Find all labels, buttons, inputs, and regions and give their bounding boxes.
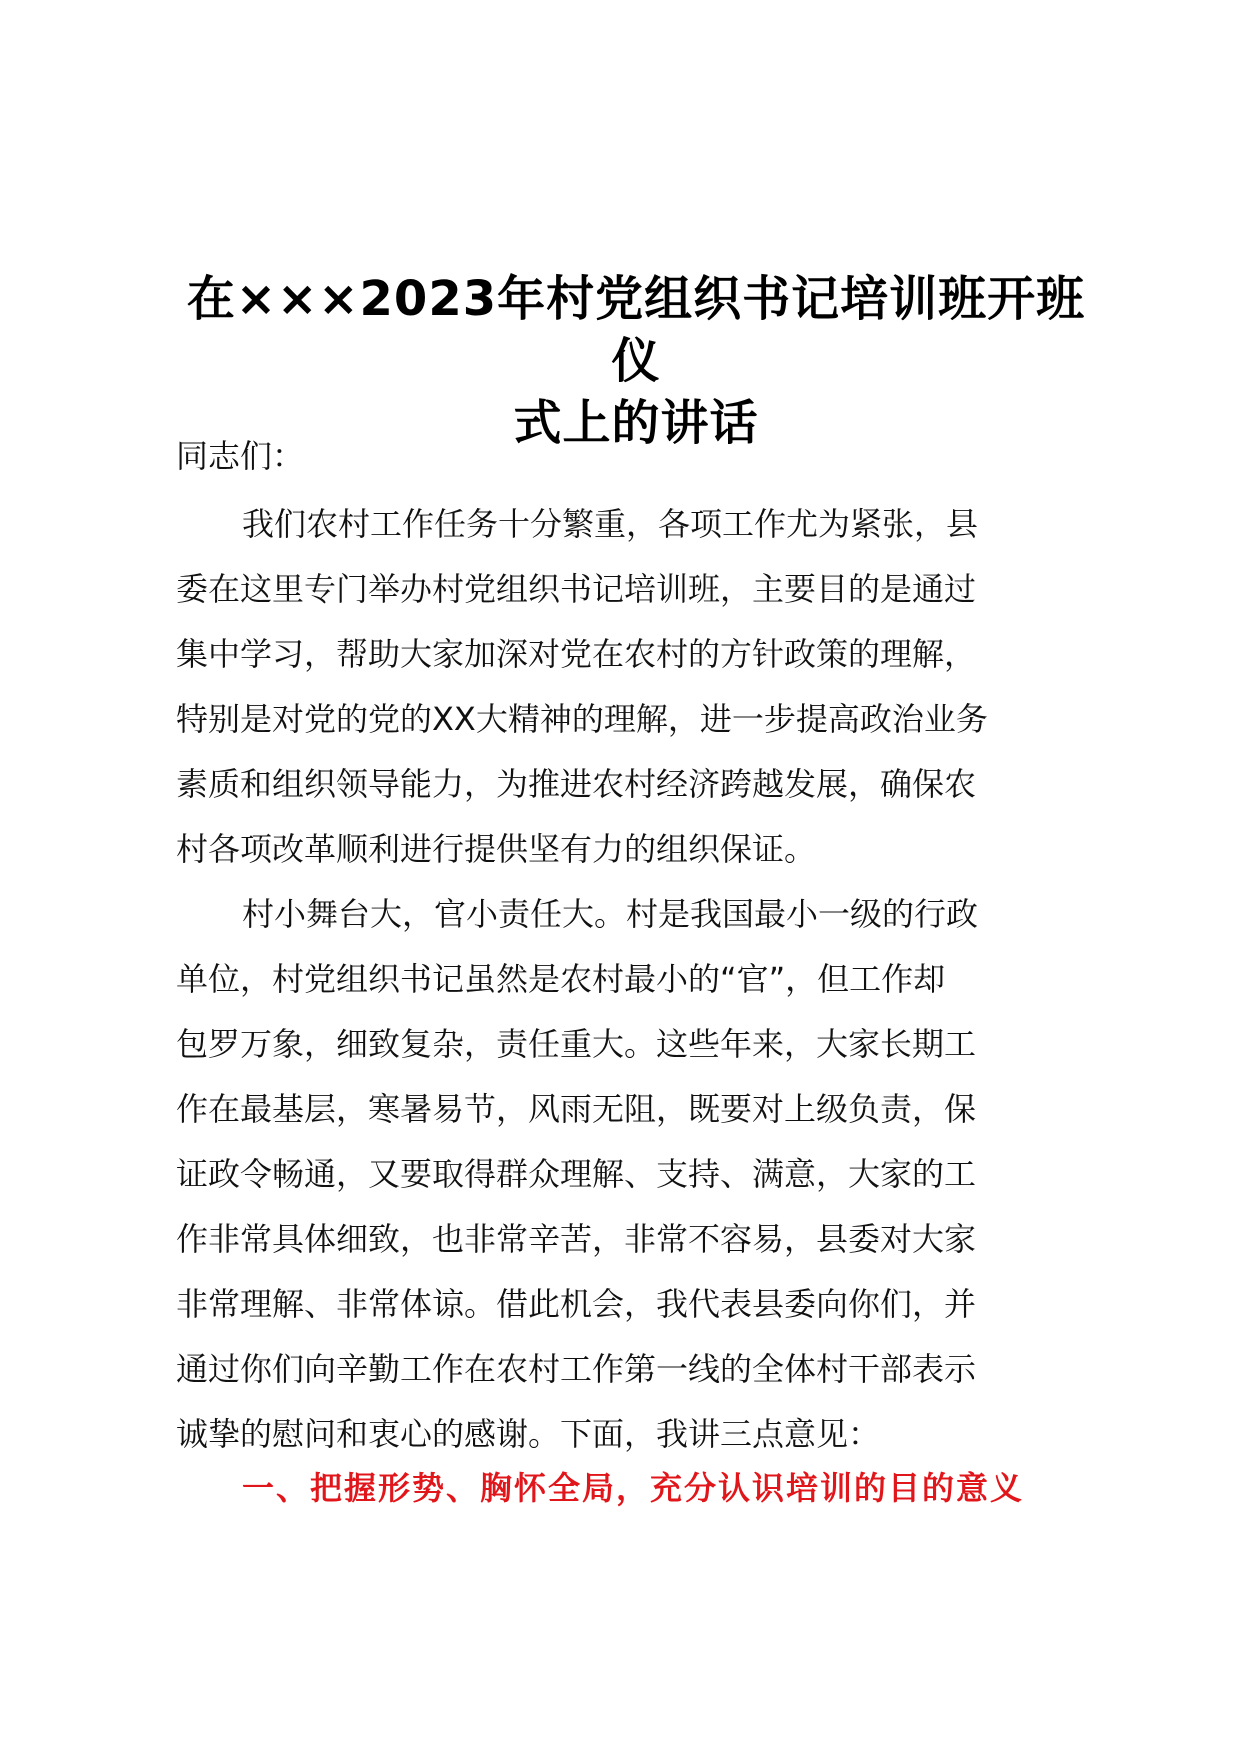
title-line: 式上的讲话 <box>513 395 759 451</box>
paragraph-line: 通过你们向辛勤工作在农村工作第一线的全体村干部表示 <box>176 1350 977 1388</box>
paragraph-line: 单位，村党组织书记虽然是农村最小的“官”，但工作却 <box>176 960 946 998</box>
document-page <box>176 0 1096 1754</box>
body-paragraph <box>176 492 1096 882</box>
paragraph-line: 委在这里专门举办村党组织书记培训班，主要目的是通过 <box>176 570 977 608</box>
paragraph-line: 集中学习，帮助大家加深对党在农村的方针政策的理解， <box>176 635 977 673</box>
paragraph-line: 村各项改革顺利进行提供坚有力的组织保证。 <box>176 830 817 868</box>
body-paragraph <box>176 882 1096 1467</box>
paragraph-line: 素质和组织领导能力，为推进农村经济跨越发展，确保农 <box>176 765 977 803</box>
paragraph-line: 特别是对党的党的XX大精神的理解，进一步提高政治业务 <box>176 700 988 738</box>
paragraph-line: 非常理解、非常体谅。借此机会，我代表县委向你们，并 <box>176 1285 977 1323</box>
paragraph-line: 作在最基层，寒暑易节，风雨无阻，既要对上级负责，保 <box>176 1090 977 1128</box>
paragraph-line: 作非常具体细致，也非常辛苦，非常不容易，县委对大家 <box>176 1220 977 1258</box>
document-title <box>176 268 1096 454</box>
salutation: 同志们： <box>176 437 305 475</box>
paragraph-line: 证政令畅通，又要取得群众理解、支持、满意，大家的工 <box>176 1155 977 1193</box>
paragraph-line: 包罗万象，细致复杂，责任重大。这些年来，大家长期工 <box>176 1025 977 1063</box>
paragraph-line: 诚挚的慰问和衷心的感谢。下面，我讲三点意见： <box>176 1415 881 1453</box>
paragraph-line: 村小舞台大，官小责任大。村是我国最小一级的行政 <box>242 895 979 933</box>
paragraph-line: 我们农村工作任务十分繁重，各项工作尤为紧张，县 <box>242 505 979 543</box>
section-heading: 一、把握形势、胸怀全局，充分认识培训的目的意义 <box>242 1469 1025 1507</box>
title-line: 在×××2023年村党组织书记培训班开班仪 <box>186 271 1086 389</box>
